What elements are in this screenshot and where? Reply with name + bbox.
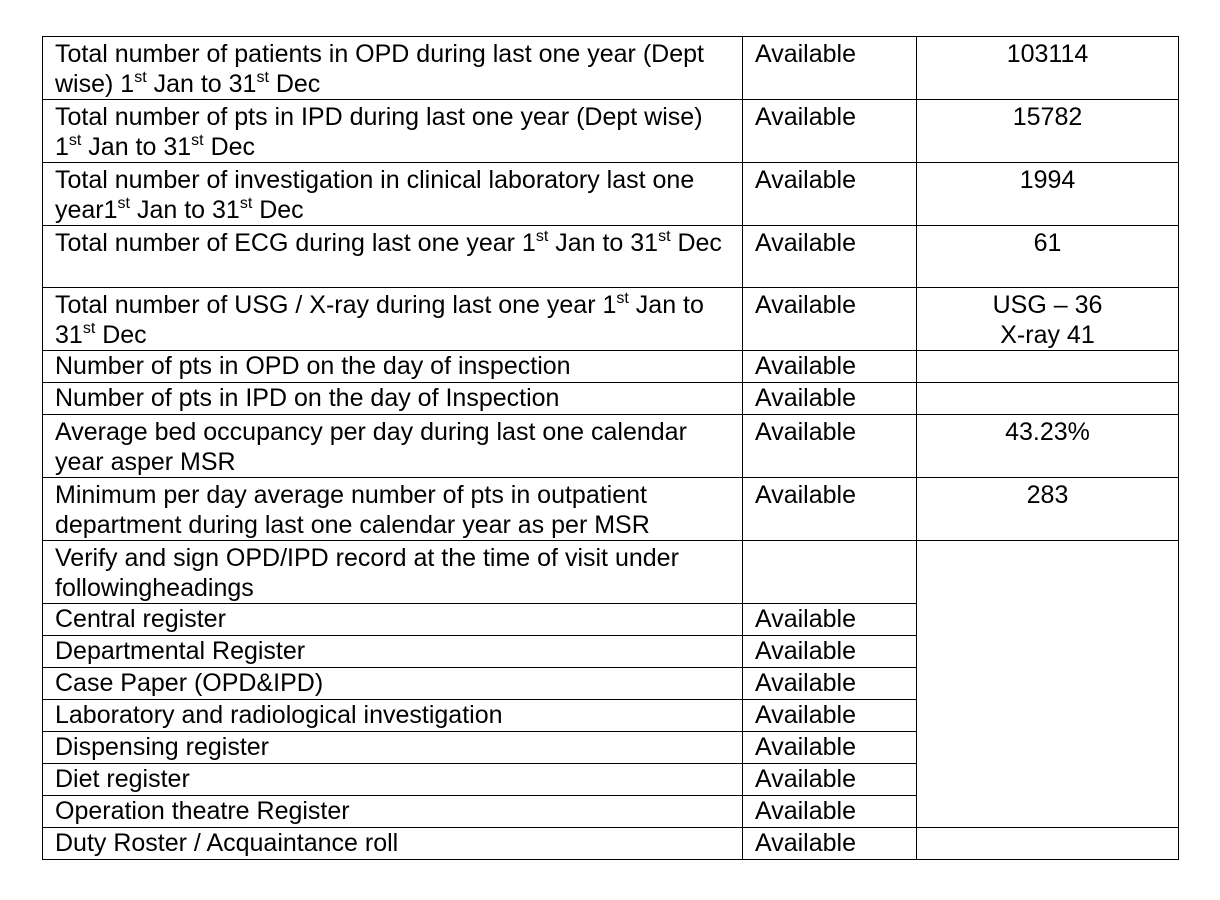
row-value bbox=[917, 828, 1179, 860]
row-value bbox=[917, 351, 1179, 383]
table-row bbox=[43, 828, 1179, 860]
row-status: Available bbox=[743, 764, 917, 796]
row-description: Number of pts in OPD on the day of inspection bbox=[43, 351, 743, 383]
table-row bbox=[43, 226, 1179, 288]
row-value bbox=[917, 383, 1179, 415]
table-row bbox=[43, 163, 1179, 226]
table-row bbox=[43, 415, 1179, 478]
row-status: Available bbox=[743, 163, 917, 226]
row-description: Dispensing register bbox=[43, 732, 743, 764]
table-row bbox=[43, 37, 1179, 100]
row-value: 43.23% bbox=[917, 415, 1179, 478]
row-status: Available bbox=[743, 383, 917, 415]
row-description: Laboratory and radiological investigation bbox=[43, 700, 743, 732]
row-value: 103114 bbox=[917, 37, 1179, 100]
table-row bbox=[43, 100, 1179, 163]
row-description: Average bed occupancy per day during last one calendar year asper MSR bbox=[43, 415, 743, 478]
row-status: Available bbox=[743, 478, 917, 541]
row-value-merged bbox=[917, 541, 1179, 828]
row-status: Available bbox=[743, 415, 917, 478]
row-description: Operation theatre Register bbox=[43, 796, 743, 828]
table-row bbox=[43, 351, 1179, 383]
table-row bbox=[43, 383, 1179, 415]
row-status: Available bbox=[743, 37, 917, 100]
row-description: Central register bbox=[43, 604, 743, 636]
row-status: Available bbox=[743, 351, 917, 383]
row-value: 1994 bbox=[917, 163, 1179, 226]
row-description: Verify and sign OPD/IPD record at the time of visit under followingheadings bbox=[43, 541, 743, 604]
row-status: Available bbox=[743, 288, 917, 351]
table-row bbox=[43, 288, 1179, 351]
row-description: Duty Roster / Acquaintance roll bbox=[43, 828, 743, 860]
table-row bbox=[43, 478, 1179, 541]
row-description: Case Paper (OPD&IPD) bbox=[43, 668, 743, 700]
row-description: Total number of ECG during last one year 1st Jan to 31st Dec bbox=[43, 226, 743, 288]
row-status: Available bbox=[743, 636, 917, 668]
row-status: Available bbox=[743, 226, 917, 288]
row-status: Available bbox=[743, 796, 917, 828]
row-value: 61 bbox=[917, 226, 1179, 288]
row-description: Minimum per day average number of pts in outpatient department during last one calendar year as per MSR bbox=[43, 478, 743, 541]
row-value: USG – 36 X-ray 41 bbox=[917, 288, 1179, 351]
table-row bbox=[43, 541, 1179, 604]
row-description: Total number of investigation in clinical laboratory last one year1st Jan to 31st Dec bbox=[43, 163, 743, 226]
row-value: 15782 bbox=[917, 100, 1179, 163]
row-status: Available bbox=[743, 604, 917, 636]
row-status: Available bbox=[743, 100, 917, 163]
row-status: Available bbox=[743, 828, 917, 860]
row-status: Available bbox=[743, 700, 917, 732]
row-description: Total number of patients in OPD during last one year (Dept wise) 1st Jan to 31st Dec bbox=[43, 37, 743, 100]
row-status bbox=[743, 541, 917, 604]
row-description: Diet register bbox=[43, 764, 743, 796]
row-status: Available bbox=[743, 668, 917, 700]
row-status: Available bbox=[743, 732, 917, 764]
row-value: 283 bbox=[917, 478, 1179, 541]
row-description: Total number of pts in IPD during last one year (Dept wise) 1st Jan to 31st Dec bbox=[43, 100, 743, 163]
row-description: Departmental Register bbox=[43, 636, 743, 668]
row-description: Number of pts in IPD on the day of Inspection bbox=[43, 383, 743, 415]
row-description: Total number of USG / X-ray during last one year 1st Jan to 31st Dec bbox=[43, 288, 743, 351]
inspection-table bbox=[42, 36, 1179, 860]
